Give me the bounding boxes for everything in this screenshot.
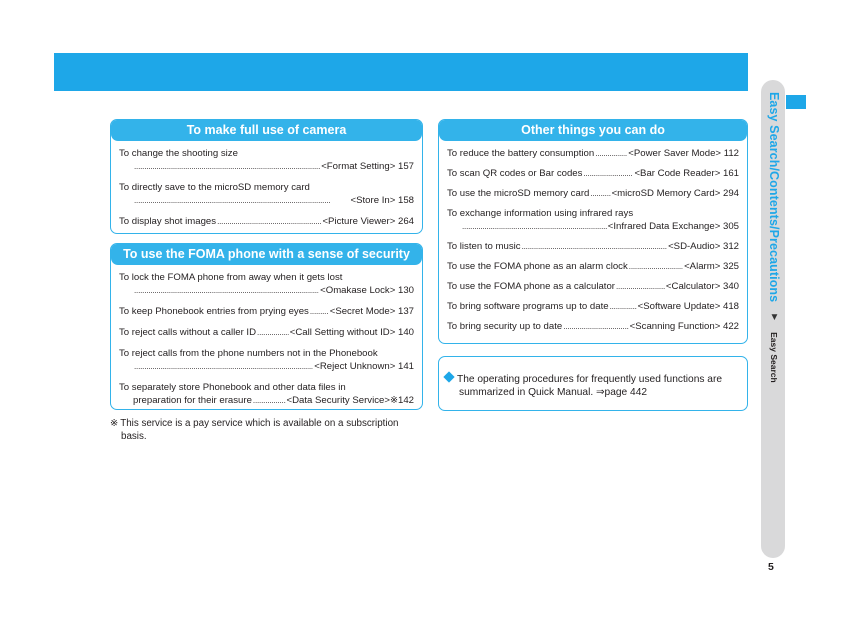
- list-item: [447, 300, 739, 313]
- entry-reference: <Secret Mode> 137: [329, 306, 414, 317]
- top-band: [54, 53, 748, 91]
- entry-reference: <Store In> 158: [350, 195, 414, 206]
- entry-reference: <Call Setting without ID> 140: [289, 327, 414, 338]
- side-index-label: [765, 92, 783, 383]
- list-item: [119, 147, 414, 173]
- note-line2: basis.: [121, 431, 147, 442]
- note-line1: This service is a pay service which is available on a subscription: [120, 418, 399, 429]
- subsection-name: Easy Search: [769, 332, 779, 383]
- entry-reference: <Picture Viewer> 264: [322, 216, 414, 227]
- entry-question: To use the microSD memory card: [447, 188, 590, 199]
- list-item: [447, 187, 739, 200]
- info-line1: The operating procedures for frequently used functions are: [457, 374, 723, 385]
- other-box: [438, 119, 748, 344]
- entry-question: To reduce the battery consumption: [447, 148, 595, 159]
- entry-reference: <Omakase Lock> 130: [320, 285, 414, 296]
- entry-question: To scan QR codes or Bar codes: [447, 168, 583, 179]
- entry-reference: <microSD Memory Card> 294: [611, 188, 739, 199]
- list-item: [119, 305, 414, 318]
- camera-box: [110, 119, 423, 234]
- security-box-title: To use the FOMA phone with a sense of security: [111, 244, 422, 265]
- list-item: [119, 271, 414, 297]
- entry-reference: <Format Setting> 157: [321, 161, 414, 172]
- security-box: [110, 243, 423, 410]
- entry-question-cont: preparation for their erasure: [133, 395, 252, 406]
- side-index-marker: [786, 95, 806, 109]
- page-number: 5: [768, 561, 774, 573]
- entry-reference: <SD-Audio> 312: [668, 241, 739, 252]
- entry-reference: <Data Security Service>※142: [286, 395, 414, 406]
- info-line2: summarized in Quick Manual. ⇒page 442: [459, 387, 648, 398]
- entry-reference: <Calculator> 340: [665, 281, 739, 292]
- entry-reference: <Alarm> 325: [684, 261, 739, 272]
- list-item: [119, 347, 414, 373]
- entry-reference: <Infrared Data Exchange> 305: [607, 221, 739, 232]
- camera-box-title: To make full use of camera: [111, 120, 422, 141]
- footnote: [110, 417, 420, 443]
- list-item: [447, 207, 739, 233]
- list-item: [447, 280, 739, 293]
- list-item: [447, 320, 739, 333]
- list-item: [447, 147, 739, 160]
- list-item: [119, 215, 414, 228]
- entry-question: To directly save to the microSD memory card: [119, 182, 310, 193]
- entry-question: To reject calls without a caller ID: [119, 327, 257, 338]
- entry-question: To use the FOMA phone as an alarm clock: [447, 261, 628, 272]
- quick-manual-box: [438, 356, 748, 411]
- entry-question: To keep Phonebook entries from prying eyes: [119, 306, 309, 317]
- entry-reference: <Scanning Function> 422: [629, 321, 739, 332]
- section-name: Easy Search/Contents/Precautions: [767, 92, 781, 303]
- note-symbol: ※: [110, 418, 119, 429]
- list-item: [447, 240, 739, 253]
- entry-question: To reject calls from the phone numbers not in the Phonebook: [119, 348, 378, 359]
- list-item: [119, 181, 414, 207]
- entry-reference: <Bar Code Reader> 161: [634, 168, 739, 179]
- triangle-down-icon: ▼: [769, 311, 780, 323]
- entry-question: To use the FOMA phone as a calculator: [447, 281, 615, 292]
- entry-reference: <Software Update> 418: [637, 301, 739, 312]
- entry-question: To bring security up to date: [447, 321, 563, 332]
- entry-question: To listen to music: [447, 241, 521, 252]
- diamond-icon: [443, 371, 454, 382]
- entry-reference: <Power Saver Mode> 112: [628, 148, 739, 159]
- list-item: [447, 260, 739, 273]
- entry-reference: <Reject Unknown> 141: [314, 361, 414, 372]
- other-box-title: Other things you can do: [439, 120, 747, 141]
- list-item: [447, 167, 739, 180]
- entry-question: To display shot images: [119, 216, 217, 227]
- entry-question: To bring software programs up to date: [447, 301, 609, 312]
- entry-question: To exchange information using infrared rays: [447, 208, 634, 219]
- entry-question: To change the shooting size: [119, 148, 238, 159]
- entry-question: To separately store Phonebook and other data files in: [119, 382, 346, 393]
- list-item: [119, 381, 414, 407]
- entry-question: To lock the FOMA phone from away when it gets lost: [119, 272, 343, 283]
- list-item: [119, 326, 414, 339]
